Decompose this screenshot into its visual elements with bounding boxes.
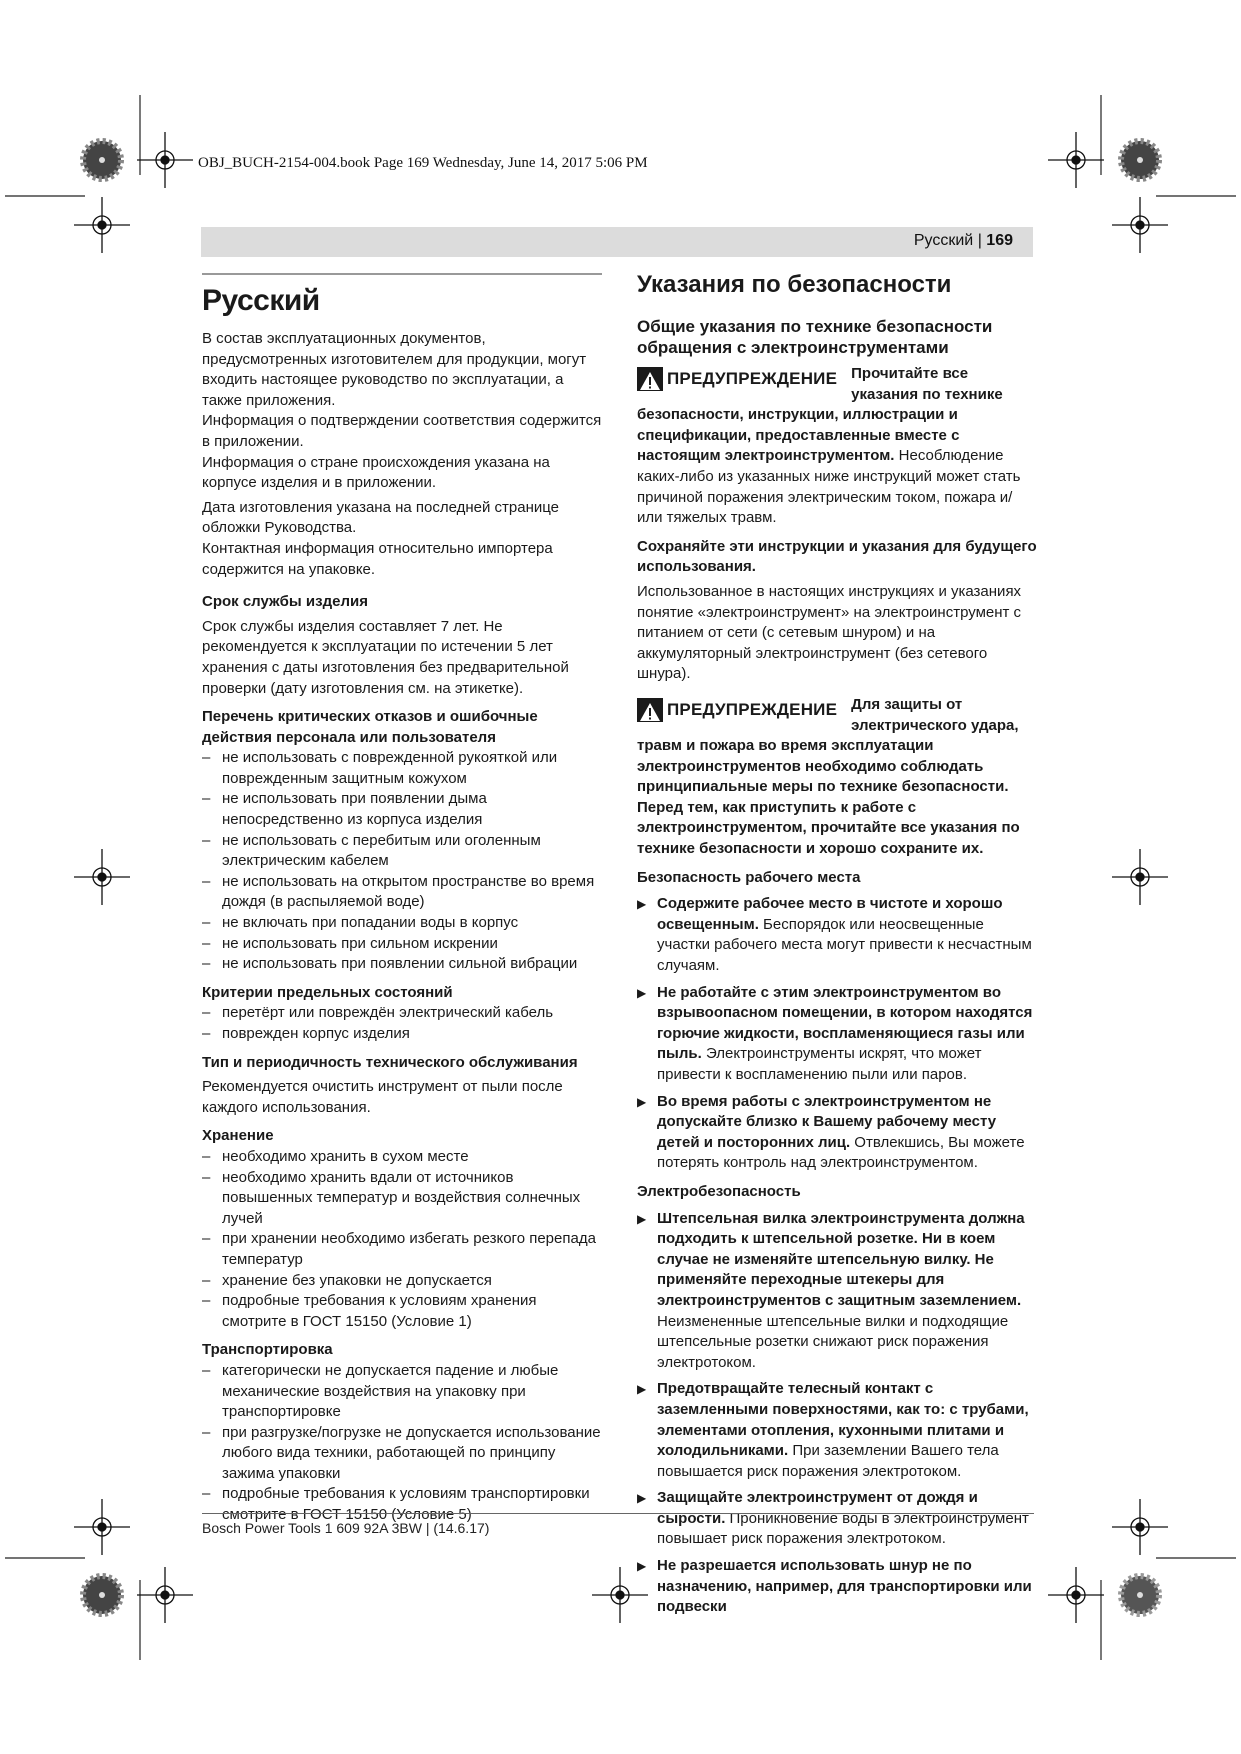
bullet-arrow-icon: ▶ — [637, 1094, 647, 1109]
instruction-text: Проникновение воды в электроинструмент повышает риск поражения электротоком. — [657, 1509, 1029, 1548]
failures-list — [202, 748, 602, 975]
instruction-bold: Не разрешается использовать шнур не по назначению, например, для транспортировки или подвески — [657, 1557, 1032, 1616]
page-title: Русский — [202, 273, 602, 319]
instruction-text: Неизмененные штепсельные вилки и подходящие штепсельные розетки снижают риск поражения электротоком. — [657, 1312, 1009, 1371]
list-item — [637, 1556, 1037, 1618]
list-item: – хранение без упаковки не допускается — [202, 1271, 602, 1292]
list-item — [637, 1209, 1037, 1374]
bullet-arrow-icon: ▶ — [637, 1491, 647, 1506]
list-item: – подробные требования к условиям хранения смотрите в ГОСТ 15150 (Условие 1) — [202, 1291, 602, 1332]
instruction-text: Беспорядок или неосвещенные участки рабочего места могут привести к несчастным случаям. — [657, 915, 1032, 975]
instruction-bold: Предотвращайте телесный контакт с заземленными поверхностями, как то: с трубами, элементами отопления, кухонными плитами и холодильниками. — [657, 1380, 1029, 1460]
warning-bold-text: Для защиты от электрического удара, травм и пожара во время эксплуатации электроинструментов необходимо соблюдать принципиальные меры по технике безопасности. — [637, 695, 1019, 796]
section-heading: Транспортировка — [202, 1341, 333, 1359]
warning-badge — [637, 366, 837, 392]
bullet-arrow-icon: ▶ — [637, 1211, 647, 1226]
term-definition: Использованное в настоящих инструкциях и указаниях понятие «электроинструмент» на электроинструмент с питанием от сети (с сетевым шнуром) и на аккумуляторный электроинструмент (без сетевого шнура). — [637, 582, 1022, 683]
list-item: – не использовать при сильном искрении — [202, 934, 602, 955]
list-item: – категорически не допускается падение и любые механические воздействия на упаковку при транспортировке — [202, 1361, 602, 1423]
list-item: – не использовать с поврежденной рукояткой или поврежденным защитным кожухом — [202, 748, 602, 789]
warning-bold-text: Перед тем, как приступить к работе с электроинструментом, прочитайте все указания по технике безопасности и хорошо сохраните их. — [637, 798, 1020, 858]
print-slug: OBJ_BUCH-2154-004.book Page 169 Wednesday, June 14, 2017 5:06 PM — [198, 155, 648, 171]
warning-block — [637, 364, 1037, 529]
right-column — [637, 270, 1037, 1618]
list-item: – не использовать при появлении сильной вибрации — [202, 954, 602, 975]
section-heading: Критерии предельных состояний — [202, 983, 453, 1001]
warning-label: ПРЕДУПРЕЖДЕНИЕ — [667, 368, 838, 388]
bullet-arrow-icon: ▶ — [637, 985, 647, 1000]
instruction-text: Отвлекшись, Вы можете потерять контроль над электроинструментом. — [657, 1133, 1025, 1172]
section-heading: Срок службы изделия — [202, 593, 368, 611]
running-head — [201, 227, 1033, 257]
instruction-text: При заземлении Вашего тела повышается риск поражения электротоком. — [657, 1442, 999, 1480]
section-heading: Перечень критических отказов и ошибочные действия персонала или пользователя — [202, 708, 538, 746]
intro-paragraph: Контактная информация относительно импортера содержится на упаковке. — [202, 539, 553, 578]
instruction-bold: Штепсельная вилка электроинструмента должна подходить к штепсельной розетке. Ни в коем случае не изменяйте штепсельную вилку. Не применяйте переходные штекеры для электроинструментов с защитным заземлением. — [657, 1209, 1025, 1309]
left-column — [202, 273, 602, 1526]
list-item: – не использовать на открытом пространстве во время дождя (в распыляемой воде) — [202, 872, 602, 913]
list-item — [637, 983, 1037, 1086]
bullet-arrow-icon: ▶ — [637, 1382, 647, 1397]
list-item: – перетёрт или повреждён электрический кабель — [202, 1003, 602, 1024]
safety-subtitle: Общие указания по технике безопасности обращения с электроинструментами — [637, 317, 993, 357]
running-head-language: Русский — [913, 232, 974, 249]
storage-list — [202, 1147, 602, 1332]
list-item: – при разгрузке/погрузке не допускается использование любого вида техники, работающей по принципу зажима упаковки — [202, 1423, 602, 1485]
warning-label: ПРЕДУПРЕЖДЕНИЕ — [667, 699, 838, 719]
intro-paragraph: Информация о стране происхождения указана на корпусе изделия и в приложении. — [202, 453, 550, 492]
intro-paragraph: Информация о подтверждении соответствия содержится в приложении. — [202, 412, 602, 450]
bullet-arrow-icon: ▶ — [637, 1559, 647, 1574]
list-item: – подробные требования к условиям транспортировки смотрите в ГОСТ 15150 (Условие 5) — [202, 1484, 602, 1525]
intro-paragraph: В состав эксплуатационных документов, предусмотренных изготовителем для продукции, могут входить настоящее руководство по эксплуатации, а также приложения. — [202, 330, 587, 409]
list-item — [637, 1379, 1037, 1482]
instruction-bold: Во время работы с электроинструментом не допускайте близко к Вашему рабочему месту детей и посторонних лиц. — [657, 1092, 997, 1151]
transport-list — [202, 1361, 602, 1526]
page-footer: Bosch Power Tools 1 609 92A 3BW | (14.6.17) — [202, 1513, 1034, 1536]
electric-safety-list — [637, 1209, 1037, 1618]
warning-triangle-icon — [637, 698, 663, 722]
list-item — [637, 894, 1037, 976]
limits-list — [202, 1003, 602, 1044]
warning-text: Несоблюдение каких-либо из указанных ниже инструкций может стать причиной поражения электрическим током, пожара и/или тяжелых травм. — [637, 447, 1021, 527]
list-item — [637, 1092, 1037, 1174]
list-item: – не использовать с перебитым или оголенным электрическим кабелем — [202, 831, 602, 872]
section-heading: Тип и периодичность технического обслуживания — [202, 1053, 578, 1071]
list-item: – поврежден корпус изделия — [202, 1024, 602, 1045]
intro-paragraph: Дата изготовления указана на последней странице обложки Руководства. — [202, 498, 560, 537]
section-heading: Хранение — [202, 1127, 274, 1145]
workplace-list — [637, 894, 1037, 1174]
list-item: – при хранении необходимо избегать резкого перепада температур — [202, 1229, 602, 1270]
safety-title: Указания по безопасности — [637, 271, 952, 298]
instruction-text: Электроинструменты искрят, что может привести к воспламенению пыли или паров. — [657, 1045, 982, 1083]
list-item: – необходимо хранить в сухом месте — [202, 1147, 602, 1168]
instruction-bold: Не работайте с этим электроинструментом во взрывоопасном помещении, в котором находятся горючие жидкости, воспламеняющиеся газы или пыль. — [657, 983, 1033, 1063]
warning-badge — [637, 697, 837, 723]
list-item: – не использовать при появлении дыма непосредственно из корпуса изделия — [202, 789, 602, 830]
list-item: – не включать при попадании воды в корпус — [202, 913, 602, 934]
warning-block — [637, 695, 1037, 860]
service-life-text: Срок службы изделия составляет 7 лет. Не рекомендуется к эксплуатации по истечении 5 лет хранения с даты изготовления без предварительной проверки (дату изготовления см. на этикетке). — [202, 617, 569, 697]
warning-bold-text: Прочитайте все указания по технике безопасности, инструкции, иллюстрации и спецификации, предоставленные вместе с настоящим электроинструментом. — [637, 365, 1003, 465]
instruction-bold: Содержите рабочее место в чистоте и хорошо освещенным. — [657, 895, 1003, 933]
warning-triangle-icon — [637, 367, 663, 391]
section-heading: Безопасность рабочего места — [637, 868, 861, 886]
section-heading: Электробезопасность — [637, 1182, 801, 1200]
list-item: – необходимо хранить вдали от источников повышенных температур и воздействия солнечных лучей — [202, 1168, 602, 1230]
running-head-separator: | — [977, 232, 982, 249]
instruction-bold: Защищайте электроинструмент от дождя и сырости. — [657, 1489, 978, 1527]
keep-instructions: Сохраняйте эти инструкции и указания для будущего использования. — [637, 537, 1037, 576]
bullet-arrow-icon: ▶ — [637, 897, 647, 912]
page-number: 169 — [986, 232, 1013, 249]
maintenance-text: Рекомендуется очистить инструмент от пыли после каждого использования. — [202, 1078, 563, 1116]
